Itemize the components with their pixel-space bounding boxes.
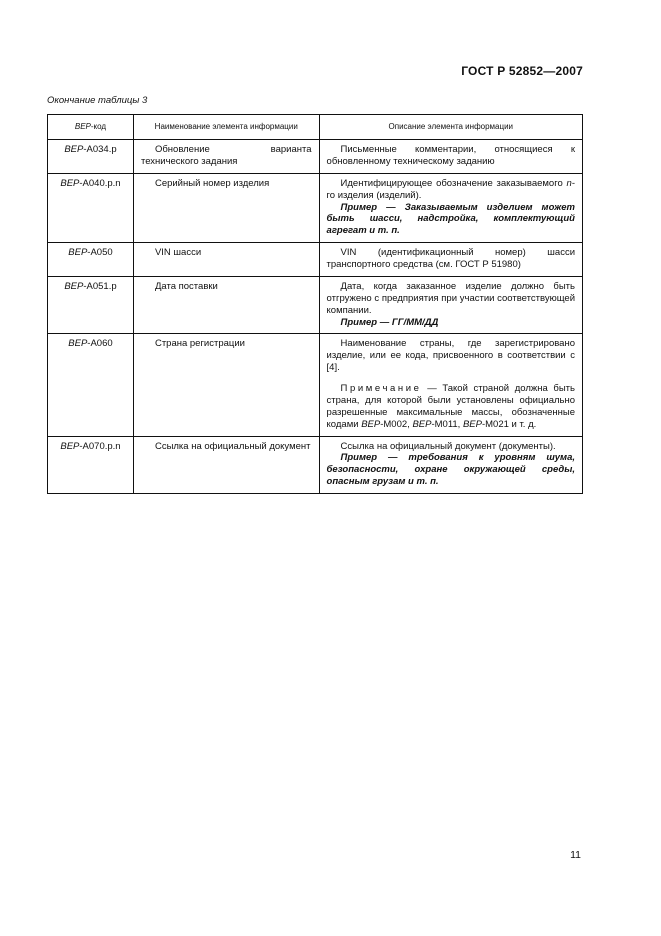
row-code: ВЕР-А051.р — [48, 276, 134, 334]
example-text: Пример — Заказываемым изделием может быть шасси, надстройка, комплектующий агрегат и т. п. — [326, 201, 575, 237]
row-name: Дата поставки — [133, 276, 319, 334]
table-row — [48, 243, 583, 277]
row-code: ВЕР-А050 — [48, 243, 134, 277]
column-header-code: ВЕР-код — [48, 115, 134, 140]
information-elements-table — [47, 114, 583, 494]
row-name: Обновление варианта технического задания — [133, 140, 319, 174]
example-text: Пример — ГГ/ММ/ДД — [340, 316, 439, 328]
table-caption: Окончание таблицы 3 — [47, 95, 148, 106]
table-row — [48, 436, 583, 494]
row-code: ВЕР-А040.р.n — [48, 173, 134, 242]
row-code: ВЕР-А070.р.n — [48, 436, 134, 494]
table-header-row — [48, 115, 583, 140]
row-name: VIN шасси — [133, 243, 319, 277]
document-standard-header: ГОСТ Р 52852—2007 — [461, 64, 583, 78]
example-text: Пример — требования к уровням шума, безопасности, охране окружающей среды, опасным грузам и т. п. — [326, 452, 575, 488]
row-description: Ссылка на официальный документ (документы). Пример — требования к уровням шума, безопасности, охране окружающей среды, опасным грузам и т. п. — [319, 436, 582, 494]
row-code: ВЕР-А060 — [48, 334, 134, 436]
row-code: ВЕР-А034.р — [48, 140, 134, 174]
table-row — [48, 276, 583, 334]
table-row — [48, 173, 583, 242]
column-header-name: Наименование элемента информации — [133, 115, 319, 140]
column-header-description: Описание элемента информации — [319, 115, 582, 140]
note-text: Примечание — Такой страной должна быть страна, для которой были установлены официально разрешенные максимальные массы, обозначенные кодами ВЕР-М002, ВЕР-М011, ВЕР-М021 и т. д. — [326, 383, 575, 430]
row-name: Страна регистрации — [133, 334, 319, 436]
row-description: Наименование страны, где зарегистрировано изделие, или ее кода, присвоенного в соответствии с [4]. Примечание — Такой страной должна быть страна, для которой были установлены официально разрешенные максимальные массы, обозначенные кодами ВЕР-М002, ВЕР-М011, ВЕР-М021 и т. д. — [319, 334, 582, 436]
row-name: Серийный номер изделия — [133, 173, 319, 242]
row-description: VIN (идентификационный номер) шасси транспортного средства (см. ГОСТ Р 51980) — [319, 243, 582, 277]
table-row — [48, 140, 583, 174]
page-number: 11 — [570, 849, 581, 861]
row-description: Идентифицирующее обозначение заказываемого n-го изделия (изделий). Пример — Заказываемым изделием может быть шасси, надстройка, комплектующий агрегат и т. п. — [319, 173, 582, 242]
table-row — [48, 334, 583, 436]
row-name: Ссылка на официальный документ — [133, 436, 319, 494]
row-description: Дата, когда заказанное изделие должно быть отгружено с предприятия при участии соответствующей компании. Пример — ГГ/ММ/ДД — [319, 276, 582, 334]
row-description: Письменные комментарии, относящиеся к обновленному техническому заданию — [319, 140, 582, 174]
